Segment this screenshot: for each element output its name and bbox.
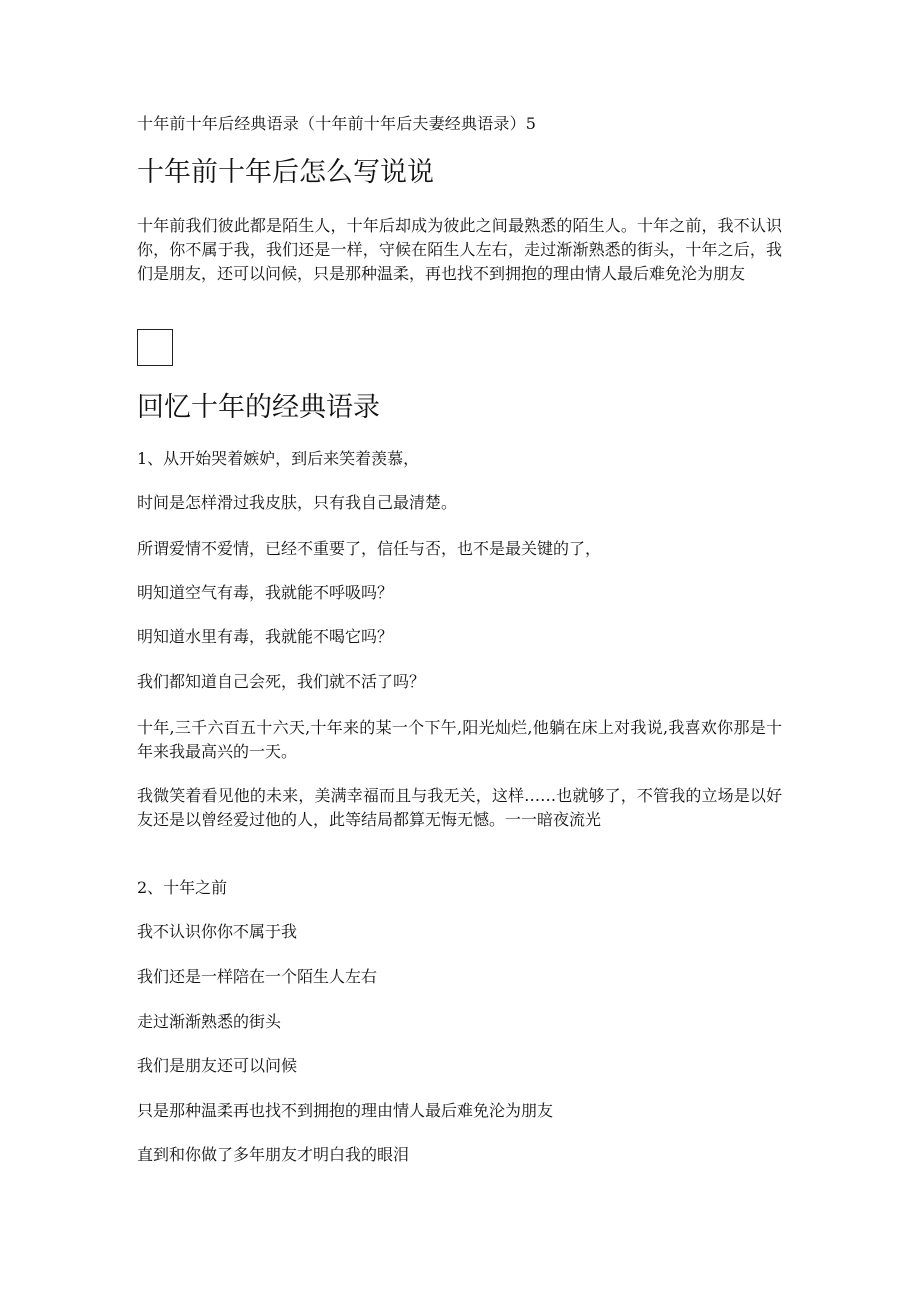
- quote-line: 时间是怎样滑过我皮肤，只有我自己最清楚。: [137, 493, 458, 512]
- quote-line: 我们是朋友还可以问候: [137, 1056, 298, 1075]
- quote-line: 我不认识你你不属于我: [137, 922, 298, 941]
- quote-line: 我们还是一样陪在一个陌生人左右: [137, 967, 378, 986]
- quote-line: 我们都知道自己会死，我们就不活了吗？: [137, 672, 426, 691]
- quote-line: 只是那种温柔再也找不到拥抱的理由情人最后难免沦为朋友: [137, 1101, 554, 1120]
- quote-line: 直到和你做了多年朋友才明白我的眼泪: [137, 1145, 410, 1164]
- intro-paragraph: 十年前我们彼此都是陌生人，十年后却成为彼此之间最熟悉的陌生人。十年之前，我不认识你，你不属于我，我们还是一样，守候在陌生人左右，走过渐渐熟悉的街头，十年之后，我们是朋友，还可以问候，只是那种温柔，再也找不到拥抱的理由情人最后难免沦为朋友: [137, 216, 782, 283]
- quote-line: 2、十年之前: [137, 878, 228, 897]
- quote-paragraph: 十年,三千六百五十六天,十年来的某一个下午,阳光灿烂,他躺在床上对我说,我喜欢你那是十年来我最高兴的一天。: [137, 718, 782, 761]
- quote-line: 所谓爱情不爱情，已经不重要了，信任与否，也不是最关键的了，: [137, 539, 602, 558]
- quote-paragraph: 我微笑着看见他的未来，美满幸福而且与我无关，这样……也就够了，不管我的立场是以好友还是以曾经爱过他的人，此等结局都算无悔无憾。一一暗夜流光: [137, 786, 782, 829]
- section-heading-classic-quotes: 回忆十年的经典语录: [137, 392, 380, 423]
- quote-line: 1、从开始哭着嫉妒，到后来笑着羡慕，: [137, 449, 420, 468]
- image-placeholder: [137, 329, 173, 366]
- quote-line: 走过渐渐熟悉的街头: [137, 1012, 282, 1031]
- document-title: 十年前十年后经典语录（十年前十年后夫妻经典语录）5: [137, 114, 537, 133]
- quote-line: 明知道空气有毒，我就能不呼吸吗？: [137, 583, 394, 602]
- quote-line: 明知道水里有毒，我就能不喝它吗？: [137, 627, 394, 646]
- section-heading-how-to-write: 十年前十年后怎么写说说: [137, 157, 434, 188]
